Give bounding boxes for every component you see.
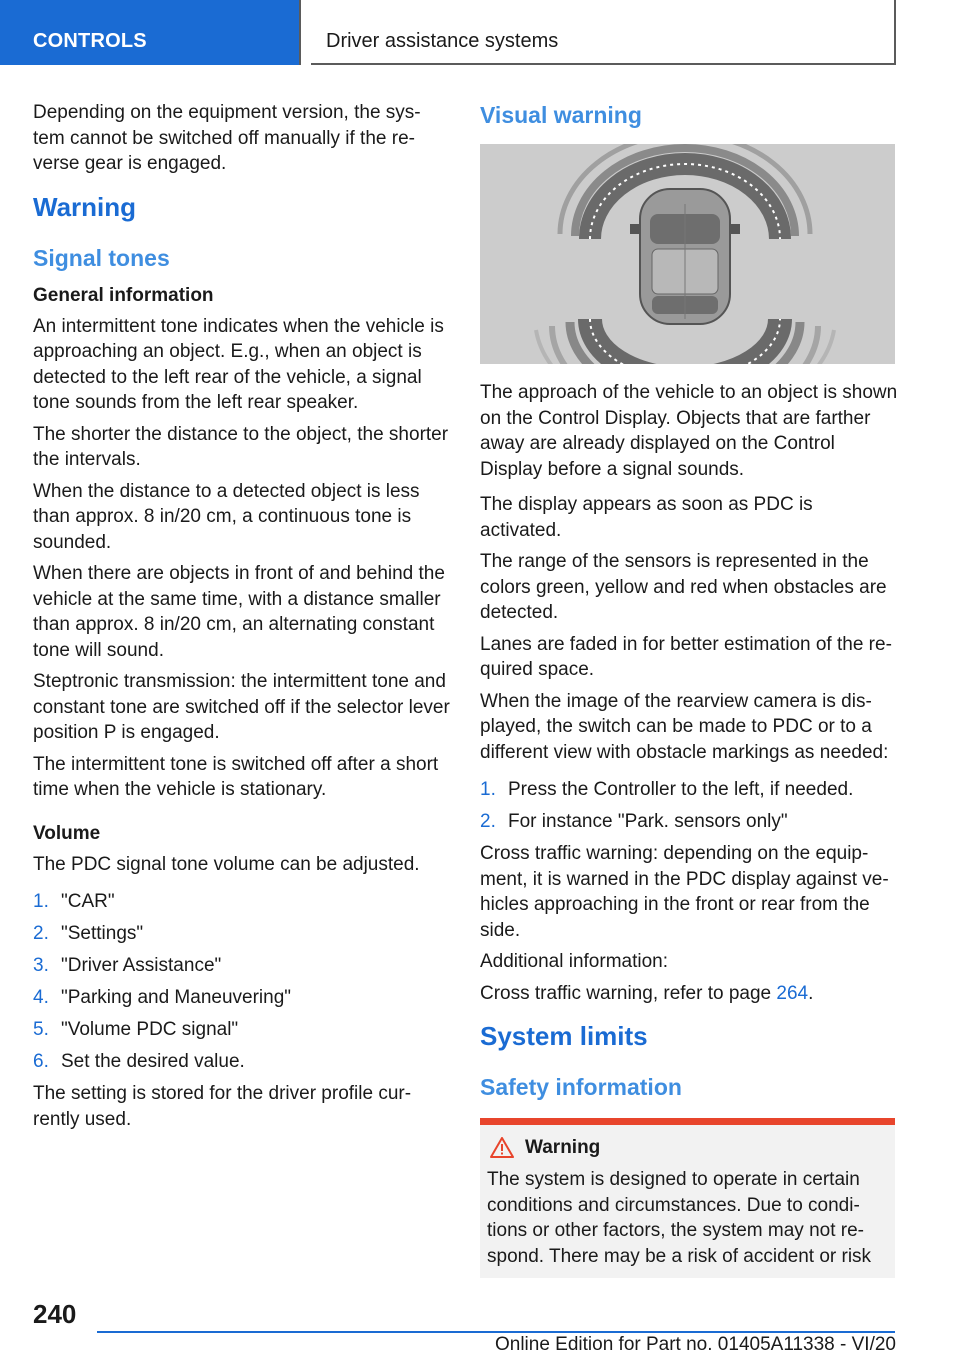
list-item: [33, 953, 451, 979]
paragraph: Cross traffic warning: depending on the equip-ment, it is warned in the PDC display against ve-hicles approaching in the front or rear from the side.: [480, 843, 889, 941]
chapter-title: Driver assistance systems: [326, 30, 559, 52]
left-column: [33, 100, 451, 1138]
cross-reference-end: .: [808, 982, 814, 1004]
paragraph: The display appears as soon as PDC is activated.: [480, 494, 813, 541]
list-item: [480, 809, 898, 835]
step-number: 6.: [33, 1051, 49, 1072]
paragraph: The PDC signal tone volume can be adjusted.: [33, 853, 420, 875]
footer-divider: [97, 1331, 895, 1333]
list-item: [33, 921, 451, 947]
paragraph: When the distance to a detected object is less than approx. 8 in/20 cm, a continuous tone is sounded.: [33, 480, 420, 553]
warning-text: The system is designed to operate in certain conditions and circumstances. Due to condi-tions or other factors, the system may not re-spond. There may be a risk of accident or risk: [487, 1169, 872, 1267]
footer-edition: Online Edition for Part no. 01405A11338 - VI/20: [494, 1334, 896, 1355]
step-number: 1.: [33, 891, 49, 912]
pdc-steps-list: [480, 777, 898, 835]
page-number: 240: [33, 1299, 77, 1329]
step-number: 2.: [33, 923, 49, 944]
paragraph: The range of the sensors is represented in the colors green, yellow and red when obstacles are detected.: [480, 551, 887, 623]
heading-warning: Warning: [33, 191, 137, 222]
list-item: [33, 1049, 451, 1075]
section-tab: [0, 0, 299, 65]
paragraph: When there are objects in front of and behind the vehicle at the same time, with a distance smaller than approx. 8 in/20 cm, an alternating constant tone will sound.: [33, 563, 445, 661]
step-text: "Driver Assistance": [61, 955, 222, 976]
paragraph: Steptronic transmission: the intermittent tone and constant tone are switched off if the selector lever position P is engaged.: [33, 671, 450, 743]
step-text: For instance "Park. sensors only": [508, 811, 788, 832]
page-link[interactable]: 264: [776, 982, 809, 1004]
step-number: 3.: [33, 955, 49, 976]
right-column: [480, 100, 898, 1278]
car-sensor-diagram: [480, 144, 895, 364]
step-text: "CAR": [61, 891, 115, 912]
paragraph: The shorter the distance to the object, the shorter the intervals.: [33, 423, 449, 470]
paragraph: When the image of the rearview camera is dis-played, the switch can be made to PDC or to a different view with obstacle markings as needed:: [480, 690, 889, 763]
warning-triangle-icon: [490, 1137, 514, 1158]
heading-visual-warning: Visual warning: [480, 102, 642, 128]
list-item: [33, 889, 451, 915]
warning-box: [480, 1118, 895, 1278]
warning-title: [487, 1135, 887, 1161]
list-item: [33, 985, 451, 1011]
paragraph: The setting is stored for the driver profile cur-rently used.: [33, 1083, 412, 1130]
step-text: "Settings": [61, 923, 144, 944]
step-number: 5.: [33, 1019, 49, 1040]
step-text: "Volume PDC signal": [61, 1019, 239, 1040]
section-title: CONTROLS: [33, 30, 147, 52]
paragraph: Additional information:: [480, 951, 668, 972]
step-text: "Parking and Maneuvering": [61, 987, 292, 1008]
heading-volume: Volume: [33, 822, 101, 844]
chapter-header: [311, 0, 896, 65]
heading-general-information: General information: [33, 284, 214, 306]
warning-title-text: Warning: [525, 1137, 601, 1158]
step-text: Press the Controller to the left, if needed.: [508, 779, 854, 800]
volume-steps-list: [33, 889, 451, 1075]
pdc-display-illustration: [480, 144, 895, 364]
step-number: 1.: [480, 779, 496, 800]
step-number: 4.: [33, 987, 49, 1008]
heading-safety-information: Safety information: [480, 1074, 682, 1100]
step-number: 2.: [480, 811, 496, 832]
paragraph: An intermittent tone indicates when the vehicle is approaching an object. E.g., when an object is detected to the left rear of the vehicle, a signal tone sounds from the left rear speaker.: [33, 315, 444, 413]
list-item: [480, 777, 898, 803]
heading-signal-tones: Signal tones: [33, 244, 170, 271]
cross-reference-text: Cross traffic warning, refer to page: [480, 982, 777, 1004]
step-text: Set the desired value.: [61, 1051, 245, 1072]
paragraph: The approach of the vehicle to an object is shown on the Control Display. Objects that are farther away are already displayed on the Control Display before a signal sounds.: [480, 382, 898, 480]
car-icon: [630, 189, 740, 324]
list-item: [33, 1017, 451, 1043]
cross-reference: [480, 981, 898, 1007]
intro-paragraph: Depending on the equipment version, the sys-tem cannot be switched off manually if the re-verse gear is engaged.: [33, 102, 421, 174]
paragraph: Lanes are faded in for better estimation of the re-quired space.: [480, 633, 892, 680]
paragraph: The intermittent tone is switched off after a short time when the vehicle is stationary.: [33, 753, 439, 800]
heading-system-limits: System limits: [480, 1021, 648, 1051]
